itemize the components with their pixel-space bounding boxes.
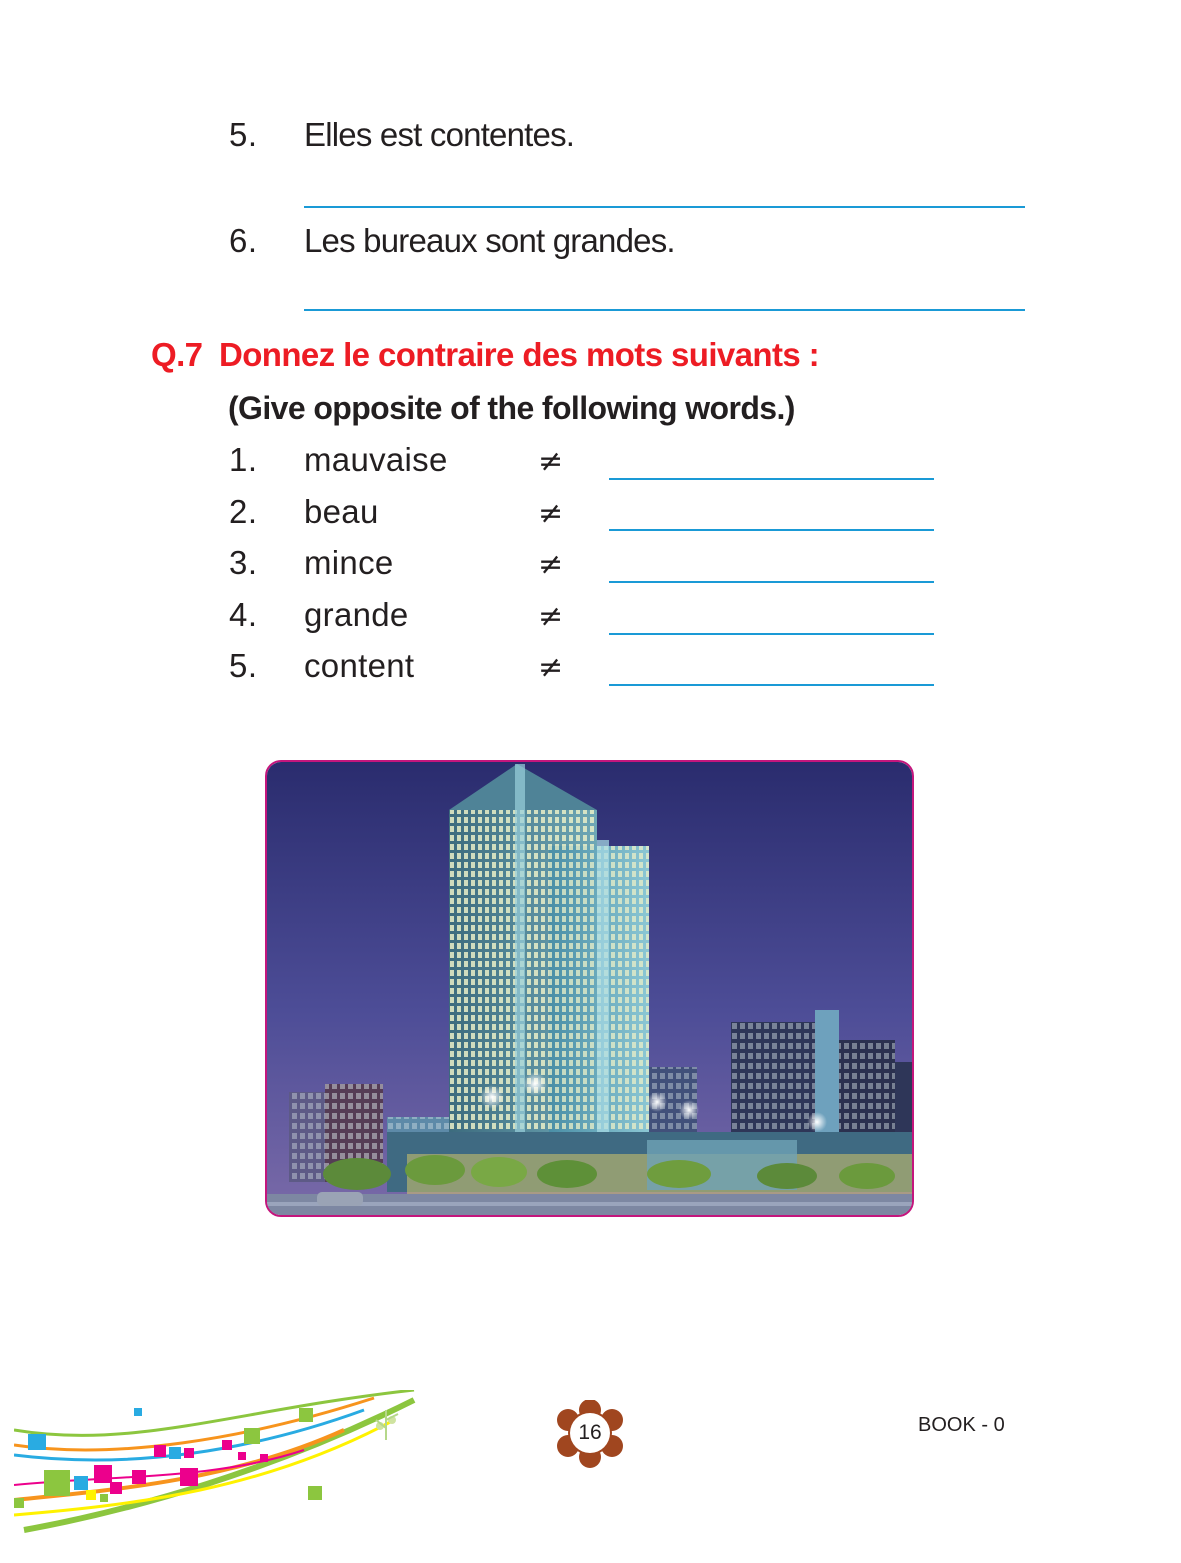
sentence: Elles est contentes. xyxy=(304,116,575,153)
city-buildings-night-icon xyxy=(267,762,912,1215)
question-title: Donnez le contraire des mots suivants : xyxy=(218,336,820,373)
word: grande xyxy=(304,596,409,633)
page-number-badge xyxy=(554,1400,626,1468)
word: beau xyxy=(304,493,379,530)
answer-line[interactable] xyxy=(609,529,934,531)
answer-line[interactable] xyxy=(609,633,934,635)
item-number: 6. xyxy=(229,222,258,259)
book-label: BOOK - 0 xyxy=(918,1414,1005,1436)
page-number: 16 xyxy=(578,1421,602,1444)
not-equal-symbol: ≠ xyxy=(538,599,564,634)
not-equal-symbol: ≠ xyxy=(538,496,564,531)
answer-line[interactable] xyxy=(609,581,934,583)
question-label: Q.7 xyxy=(151,336,203,373)
question-heading xyxy=(151,336,819,374)
question-subtitle: (Give opposite of the following words.) xyxy=(228,390,795,426)
item-number: 5. xyxy=(229,116,258,153)
item-number: 3. xyxy=(229,544,258,581)
city-buildings-photo xyxy=(265,760,914,1217)
word: content xyxy=(304,647,415,684)
item-number: 1. xyxy=(229,441,258,478)
decorative-ribbon-squares-icon xyxy=(14,1390,424,1540)
word: mince xyxy=(304,544,394,581)
answer-line[interactable] xyxy=(304,309,1025,311)
item-number: 4. xyxy=(229,596,258,633)
word: mauvaise xyxy=(304,441,448,478)
item-number: 2. xyxy=(229,493,258,530)
item-number: 5. xyxy=(229,647,258,684)
not-equal-symbol: ≠ xyxy=(538,547,564,582)
answer-line[interactable] xyxy=(609,478,934,480)
not-equal-symbol: ≠ xyxy=(538,444,564,479)
answer-line[interactable] xyxy=(304,206,1025,208)
answer-line[interactable] xyxy=(609,684,934,686)
not-equal-symbol: ≠ xyxy=(538,650,564,685)
sentence: Les bureaux sont grandes. xyxy=(304,222,675,259)
